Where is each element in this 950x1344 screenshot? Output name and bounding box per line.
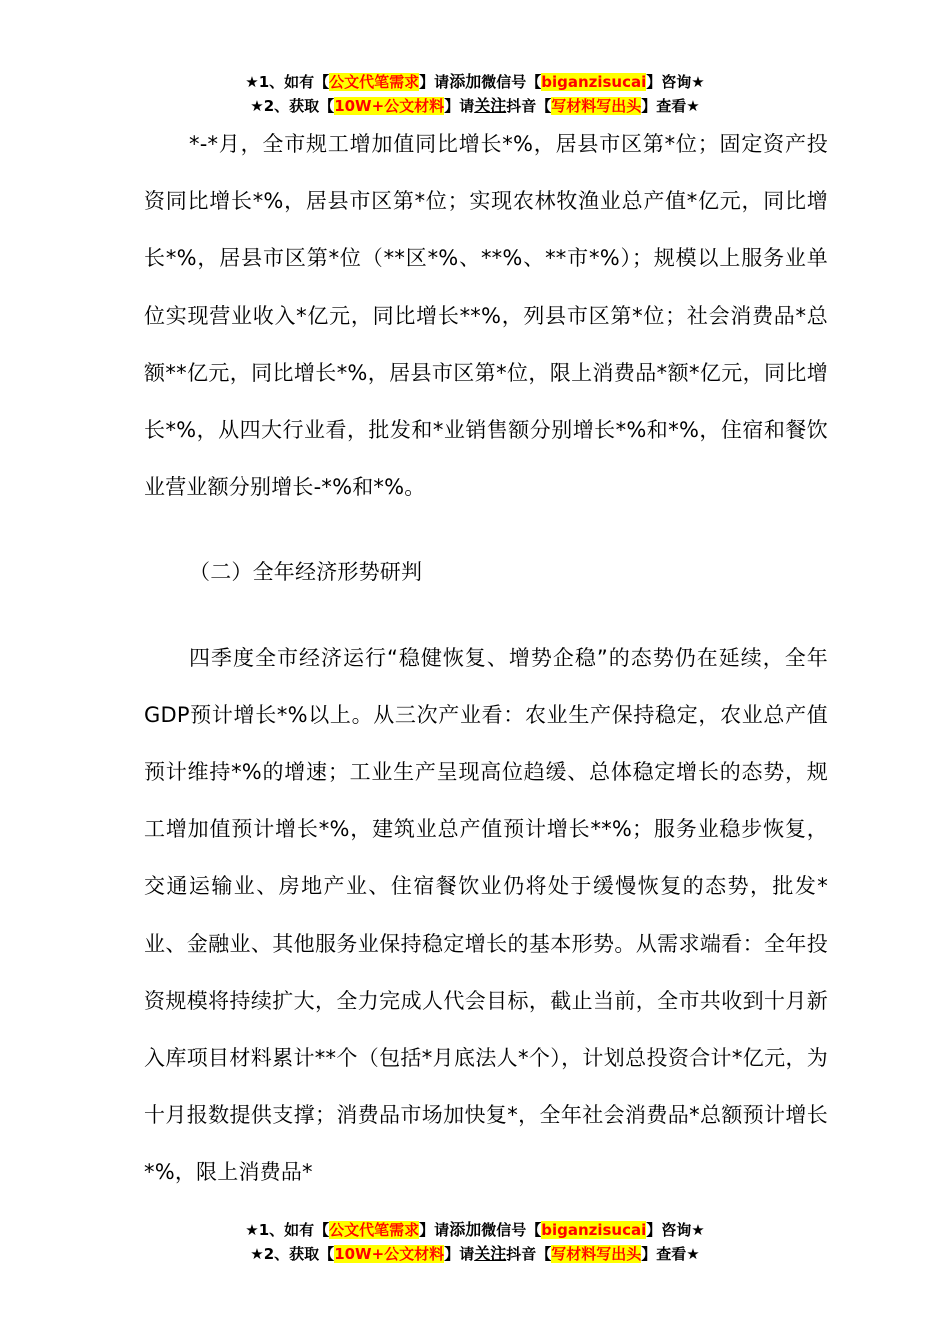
banner-text: 】咨询★ [646,73,705,91]
banner-emphasis: 添加 [449,1220,482,1239]
banner-text: 微信号【 [481,1221,542,1239]
banner-highlight: 10W+公文材料 [334,1245,445,1263]
banner-emphasis: 关注 [474,1244,507,1263]
banner-douyin-id: 写材料写出头 [551,97,642,115]
banner-text: ★2、获取【 [250,97,335,115]
banner-emphasis: 关注 [474,96,507,115]
banner-text: ★1、如有【 [245,1221,330,1239]
document-body [144,116,828,1202]
banner-text: 抖音【 [506,97,552,115]
banner-line-2 [0,94,950,118]
banner-text: 】请 [419,73,450,91]
banner-line-2 [0,1242,950,1266]
header-banner [0,70,950,118]
banner-wechat-id: biganzisucai [541,73,647,91]
banner-wechat-id: biganzisucai [541,1221,647,1239]
section-heading: （二）全年经济形势研判 [189,560,423,585]
banner-text: 】查看★ [641,1245,700,1263]
banner-line-1 [0,70,950,94]
banner-highlight: 公文代笔需求 [329,1221,420,1239]
banner-douyin-id: 写材料写出头 [551,1245,642,1263]
footer-banner [0,1218,950,1266]
banner-text: 】请 [444,1245,475,1263]
banner-text: ★2、获取【 [250,1245,335,1263]
banner-emphasis: 添加 [449,72,482,91]
banner-text: 】请 [444,97,475,115]
banner-text: 】咨询★ [646,1221,705,1239]
banner-text: 】请 [419,1221,450,1239]
banner-text: 抖音【 [506,1245,552,1263]
banner-text: 微信号【 [481,73,542,91]
banner-text: 】查看★ [641,97,700,115]
paragraph-forecast: 四季度全市经济运行“稳健恢复、增势企稳”的态势仍在延续，全年GDP预计增长*%以上。从三次产业看：农业生产保持稳定，农业总产值预计维持*%的增速；工业生产呈现高位趋缓、总体稳定增长的态势，规工增加值预计增长*%，建筑业总产值预计增长**%；服务业稳步恢复，交通运输业、房地产业、住宿餐饮业仍将处于缓慢恢复的态势，批发*业、金融业、其他服务业保持稳定增长的基本形势。从需求端看：全年投资规模将持续扩大，全力完成人代会目标，截止当前，全市共收到十月新入库项目材料累计**个（包括*月底法人*个），计划总投资合计*亿元，为十月报数提供支撑；消费品市场加快复*，全年社会消费品*总额预计增长*%，限上消费品* [144,645,828,1185]
banner-text: ★1、如有【 [245,73,330,91]
banner-line-1 [0,1218,950,1242]
paragraph-statistics: *-*月，全市规工增加值同比增长*%，居县市区第*位；固定资产投资同比增长*%，居县市区第*位；实现农林牧渔业总产值*亿元，同比增长*%，居县市区第*位（**区*%、**%、**市*%）；规模以上服务业单位实现营业收入*亿元，同比增长**%，列县市区第*位；社会消费品*总额**亿元，同比增长*%，居县市区第*位，限上消费品*额*亿元，同比增长*%，从四大行业看，批发和*业销售额分别增长*%和*%，住宿和餐饮业营业额分别增长-*%和*%。 [144,132,828,500]
banner-highlight: 公文代笔需求 [329,73,420,91]
banner-highlight: 10W+公文材料 [334,97,445,115]
